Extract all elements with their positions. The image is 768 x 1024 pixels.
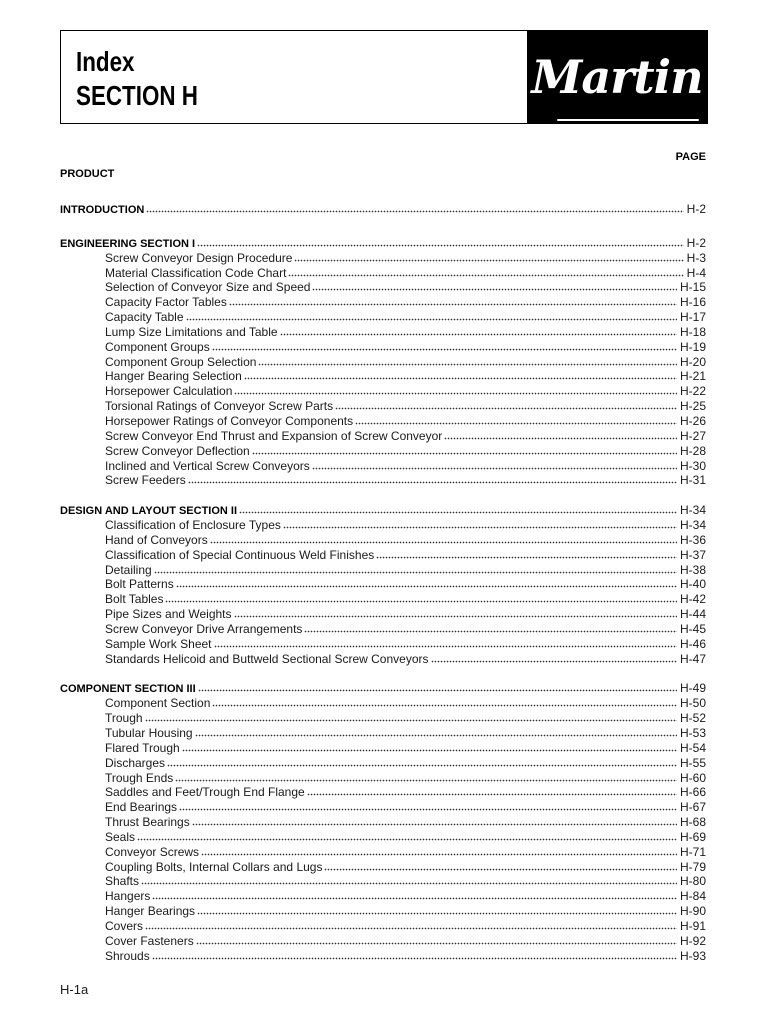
entry-page: H-21 (679, 369, 706, 384)
entry-page: H-25 (679, 399, 706, 414)
index-entry (60, 384, 706, 399)
section-heading-page: H-49 (679, 681, 706, 696)
index-entry (60, 919, 706, 934)
entry-label: Screw Conveyor End Thrust and Expansion of Screw Conveyor (105, 428, 443, 443)
dot-leader (154, 571, 677, 574)
section-heading-row (60, 681, 706, 696)
entry-page: H-52 (679, 711, 706, 726)
dot-leader (176, 585, 677, 588)
dot-leader (280, 333, 677, 336)
entry-page: H-67 (679, 800, 706, 815)
entry-page: H-20 (679, 354, 706, 369)
section-header-box (60, 30, 708, 124)
entry-label: Component Groups (105, 339, 210, 354)
entry-label: Lump Size Limitations and Table (105, 324, 278, 339)
dot-leader (444, 437, 677, 440)
index-entry (60, 369, 706, 384)
entry-page: H-26 (679, 413, 706, 428)
dot-leader (307, 793, 677, 796)
entry-label: Capacity Table (105, 310, 184, 325)
index-entry (60, 711, 706, 726)
index-entry (60, 518, 706, 533)
entry-label: Screw Feeders (105, 473, 186, 488)
entry-page: H-36 (679, 532, 706, 547)
entry-page: H-45 (679, 621, 706, 636)
entry-page: H-4 (686, 265, 706, 280)
entry-label: Tubular Housing (105, 726, 193, 740)
entry-page: H-3 (686, 250, 706, 265)
dot-leader (283, 526, 677, 529)
entry-page: H-16 (679, 295, 706, 310)
entry-page: H-22 (679, 384, 706, 399)
dot-leader (152, 957, 677, 960)
entry-page: H-93 (679, 948, 706, 963)
entry-label: Horsepower Calculation (105, 384, 233, 399)
entry-page: H-84 (679, 889, 706, 904)
entry-label: Screw Conveyor Design Procedure (105, 250, 293, 265)
toc-section (60, 503, 706, 666)
index-entry (60, 637, 706, 652)
index-entry (60, 251, 706, 266)
entry-page: H-19 (679, 339, 706, 354)
entry-label: End Bearings (105, 800, 178, 815)
index-entry (60, 771, 706, 786)
entry-page: H-92 (679, 933, 706, 948)
entry-page: H-42 (679, 592, 706, 607)
index-entry (60, 785, 706, 800)
product-column-label: PRODUCT (60, 168, 115, 180)
footer-page-number: H-1a (60, 982, 89, 997)
dot-leader (324, 868, 677, 871)
dot-leader (175, 779, 677, 782)
entry-page: H-34 (679, 518, 706, 533)
dot-leader (167, 764, 677, 767)
dot-leader (312, 467, 677, 470)
dot-leader (288, 274, 683, 277)
index-entry (60, 340, 706, 355)
dot-leader (294, 259, 683, 262)
dot-leader (197, 244, 684, 247)
index-entry (60, 696, 706, 711)
logo-swash (557, 119, 699, 121)
section-heading-label: ENGINEERING SECTION I (60, 237, 196, 250)
index-entry (60, 741, 706, 756)
index-entry (60, 622, 706, 637)
entry-label: Hangers (105, 889, 151, 904)
dot-leader (335, 407, 677, 410)
index-entry (60, 473, 706, 488)
dot-leader (234, 392, 677, 395)
section-heading-label: INTRODUCTION (60, 204, 145, 216)
entry-label: Classification of Enclosure Types (105, 518, 281, 533)
index-entry (60, 756, 706, 771)
section-heading-label: DESIGN AND LAYOUT SECTION II (60, 505, 238, 518)
entry-label: Hanger Bearings (105, 904, 196, 919)
index-entry (60, 949, 706, 964)
entry-page: H-80 (679, 874, 706, 889)
entry-page: H-37 (679, 547, 706, 562)
entry-page: H-27 (679, 428, 706, 443)
dot-leader (188, 481, 677, 484)
entry-page: H-44 (679, 607, 706, 622)
dot-leader (165, 600, 677, 603)
entry-label: Cover Fasteners (105, 933, 194, 948)
dot-leader (376, 556, 677, 559)
section-title: SECTION H (76, 80, 198, 111)
dot-leader (201, 853, 677, 856)
entry-label: Standards Helicoid and Buttweld Sectional Screw Conveyors (105, 651, 429, 666)
dot-leader (195, 734, 677, 737)
index-entry (60, 548, 706, 563)
entry-page: H-91 (679, 918, 706, 933)
entry-page: H-47 (679, 651, 706, 666)
entry-page: H-90 (679, 904, 706, 919)
entry-label: Detailing (105, 562, 152, 577)
section-heading-row (60, 236, 706, 251)
dot-leader (145, 927, 677, 930)
entry-label: Bolt Patterns (105, 577, 174, 592)
index-entry (60, 429, 706, 444)
section-heading-row (60, 202, 706, 217)
dot-leader (146, 210, 683, 213)
index-entry (60, 444, 706, 459)
dot-leader (234, 615, 677, 618)
entry-label: Capacity Factor Tables (105, 295, 227, 310)
entry-label: Covers (105, 918, 144, 933)
section-heading-page: H-2 (686, 202, 706, 216)
entry-page: H-17 (679, 310, 706, 325)
entry-label: Screw Conveyor Drive Arrangements (105, 621, 303, 636)
entry-label: Shrouds (105, 948, 150, 963)
index-entry (60, 459, 706, 474)
index-entry (60, 577, 706, 592)
entry-label: Torsional Ratings of Conveyor Screw Parts (105, 399, 334, 414)
entry-page: H-50 (679, 696, 706, 711)
entry-label: Bolt Tables (105, 592, 164, 607)
index-entry (60, 266, 706, 281)
dot-leader (312, 288, 677, 291)
index-entry (60, 563, 706, 578)
index-entry (60, 860, 706, 875)
entry-label: Screw Conveyor Deflection (105, 443, 250, 458)
dot-leader (198, 689, 677, 692)
entry-label: Hanger Bearing Selection (105, 369, 242, 384)
entry-page: H-15 (679, 280, 706, 295)
entry-label: Component Group Selection (105, 354, 257, 369)
section-heading-page: H-34 (679, 503, 706, 518)
entry-page: H-31 (679, 473, 706, 488)
index-entry (60, 904, 706, 919)
index-entry (60, 295, 706, 310)
entry-label: Selection of Conveyor Size and Speed (105, 280, 311, 295)
dot-leader (214, 645, 677, 648)
index-entry (60, 800, 706, 815)
entry-page: H-79 (679, 859, 706, 874)
entry-page: H-18 (679, 324, 706, 339)
toc-section (60, 202, 706, 217)
index-entry (60, 355, 706, 370)
martin-logo (527, 31, 707, 123)
entry-label: Horsepower Ratings of Conveyor Components (105, 413, 354, 428)
entry-label: Sample Work Sheet (105, 636, 212, 651)
section-heading-label: COMPONENT SECTION III (60, 683, 196, 696)
entry-label: Trough (105, 711, 143, 726)
index-entry (60, 325, 706, 340)
index-entry (60, 934, 706, 949)
index-entry (60, 533, 706, 548)
dot-leader (152, 897, 677, 900)
toc-section (60, 681, 706, 963)
dot-leader (145, 719, 677, 722)
entry-label: Coupling Bolts, Internal Collars and Lugs (105, 859, 323, 874)
dot-leader (355, 422, 677, 425)
index-entry (60, 726, 706, 741)
entry-label: Seals (105, 829, 136, 844)
dot-leader (182, 749, 677, 752)
entry-label: Saddles and Feet/Trough End Flange (105, 785, 305, 800)
entry-page: H-46 (679, 636, 706, 651)
entry-label: Component Section (105, 696, 211, 711)
index-entry (60, 652, 706, 667)
dot-leader (210, 541, 677, 544)
dot-leader (197, 912, 677, 915)
entry-page: H-28 (679, 443, 706, 458)
dot-leader (244, 377, 677, 380)
entry-label: Flared Trough (105, 740, 180, 755)
index-entry (60, 874, 706, 889)
entry-label: Hand of Conveyors (105, 532, 208, 547)
entry-label: Conveyor Screws (105, 844, 200, 859)
index-entry (60, 607, 706, 622)
dot-leader (196, 942, 677, 945)
entry-label: Material Classification Code Chart (105, 265, 287, 280)
index-entry (60, 889, 706, 904)
dot-leader (192, 823, 677, 826)
index-entry (60, 310, 706, 325)
dot-leader (431, 660, 677, 663)
index-entry (60, 399, 706, 414)
index-entry (60, 414, 706, 429)
index-entry (60, 845, 706, 860)
section-heading-page: H-2 (686, 235, 706, 250)
index-entry (60, 815, 706, 830)
dot-leader (212, 704, 677, 707)
entry-label: Shafts (105, 874, 140, 889)
dot-leader (179, 808, 677, 811)
index-entry (60, 830, 706, 845)
entry-page: H-68 (679, 815, 706, 830)
toc-section (60, 236, 706, 488)
page-column-label: PAGE (675, 151, 706, 163)
dot-leader (304, 630, 677, 633)
entry-label: Classification of Special Continuous Weld Finishes (105, 547, 375, 562)
entry-page: H-71 (679, 844, 706, 859)
dot-leader (258, 363, 677, 366)
entry-page: H-66 (679, 785, 706, 800)
entry-label: Discharges (105, 755, 166, 770)
entry-page: H-30 (679, 458, 706, 473)
index-entry (60, 592, 706, 607)
dot-leader (141, 882, 677, 885)
table-of-contents (60, 202, 706, 964)
entry-label: Thrust Bearings (105, 815, 190, 830)
index-entry (60, 280, 706, 295)
logo-wordmark: Martin (531, 50, 703, 104)
entry-page: H-38 (679, 562, 706, 577)
dot-leader (252, 452, 677, 455)
entry-page: H-40 (679, 577, 706, 592)
entry-page: H-69 (679, 829, 706, 844)
entry-page: H-53 (679, 726, 706, 740)
dot-leader (229, 303, 677, 306)
entry-page: H-60 (679, 770, 706, 785)
dot-leader (186, 318, 677, 321)
dot-leader (137, 838, 677, 841)
dot-leader (239, 511, 677, 514)
entry-page: H-55 (679, 755, 706, 770)
section-heading-row (60, 503, 706, 518)
entry-label: Inclined and Vertical Screw Conveyors (105, 458, 310, 473)
entry-label: Pipe Sizes and Weights (105, 607, 232, 622)
index-title: Index (76, 46, 135, 77)
entry-label: Trough Ends (105, 770, 174, 785)
dot-leader (212, 348, 677, 351)
entry-page: H-54 (679, 740, 706, 755)
